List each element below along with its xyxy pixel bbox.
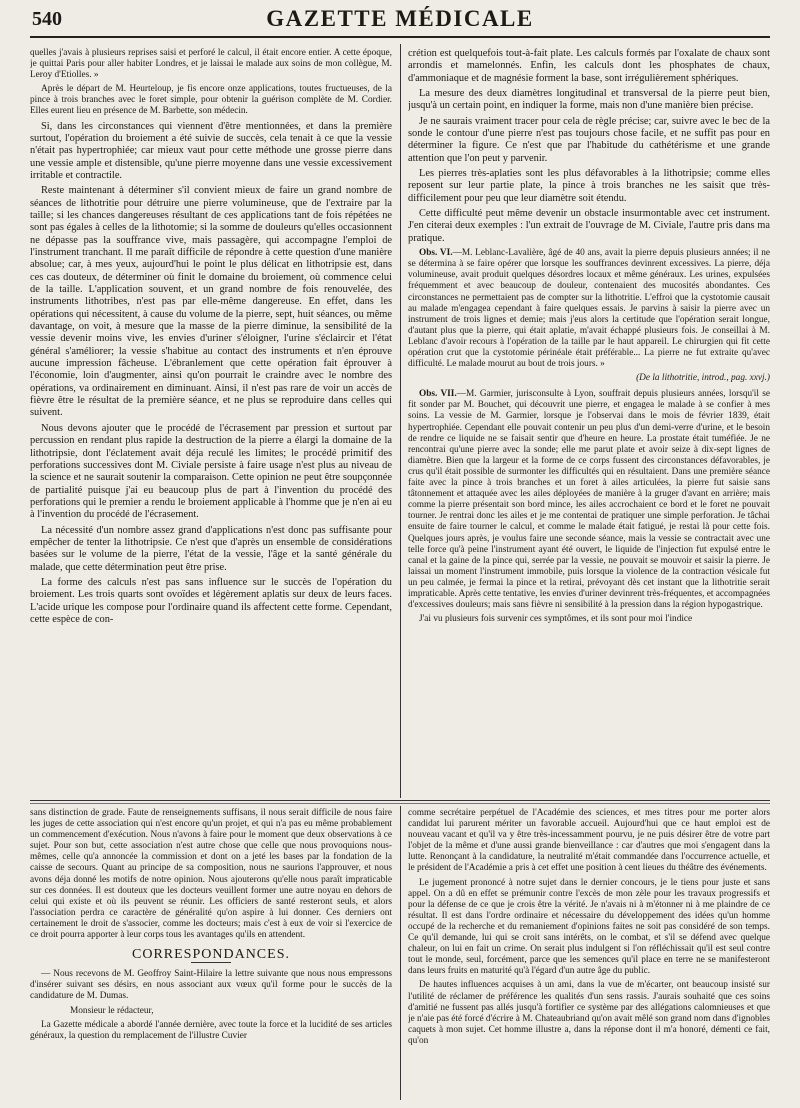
paragraph: La nécessité d'un nombre assez grand d'applications n'est donc pas suffisante pour empêcher de tenter la lithotripsie. Ce n'est que d'après un ensemble de considérations basées sur le volume de la pierre, l'état de la vessie, l'âge et la santé générale du malade, que cette détermination peut être prise. — [30, 524, 392, 573]
section-heading: CORRESPONDANCES. — [132, 947, 290, 963]
paragraph: Cette difficulté peut même devenir un obstacle insurmontable avec cet instrument. J'en citerai deux exemples : l'un extrait de l'ouvrage de M. Civiale, l'autre pris dans ma pratique. — [408, 208, 770, 244]
masthead-title: GAZETTE MÉDICALE — [266, 6, 534, 31]
paragraph: La forme des calculs n'est pas sans influence sur le succès de l'opération du broiement. Les trois quarts sont ovoïdes et légèrement aplatis sur deux de leurs faces. L'acide urique les compose pour l'ordinaire quand ils affectent cette forme. Cependant, cette espèce de con- — [30, 576, 392, 625]
paragraph: Après le départ de M. Heurteloup, je fis encore onze applications, toutes fructueuses, de la pince à trois branches avec le foret simple, pour obtenir la guérison complète de M. Cordier. Elles eurent lieu en présence de M. Barbette, son médecin. — [30, 84, 392, 117]
paragraph: crétion est quelquefois tout-à-fait plate. Les calculs formés par l'oxalate de chaux sont arrondis et mamelonnés. Enfin, les calculs dont les phosphates de chaux, d'ammoniaque et de magnésie forment la base, sont irrégulièrement sphériques. — [408, 48, 770, 84]
paragraph: — Nous recevons de M. Geoffroy Saint-Hilaire la lettre suivante que nous nous empressons d'insérer suivant ses désirs, en nous associant aux vœux qu'il forme pour le succès de la candidature de M. Dumas. — [30, 969, 392, 1002]
paragraph: Les pierres très-aplaties sont les plus défavorables à la lithotripsie; comme elles reposent sur leur partie plate, la pince à trois branches ne les saisit que très-difficilement pour peu que leur diamètre soit étendu. — [408, 168, 770, 204]
paragraph: Le jugement prononcé à notre sujet dans le dernier concours, je le tiens pour juste et sans appel. On a dû en effet se prémunir contre l'excès de mon zèle pour les travaux progressifs et pour la défense de ce que je crois être la vérité. Je n'avais ni à m'étonner ni à me plaindre de ce résultat. Il est dans l'ordre ordinaire et nécessaire du développement des idées qu'un homme occupé de la recherche et du remaniement d'opinions faites ne soit pas considéré de son temps. Ce qu'il demande, lui qui se croit sans intérêts, on le combat, et s'il se défend avec quelque chaleur, on lui en fait un crime. On serait plus indulgent si l'on réfléchissait qu'il est seul contre tout le monde, seul, forcément, parce que les semences qu'il place en terre ne se manifesteront dans leurs fruits en maturité qu'à l'égard d'un autre âge du public. — [408, 877, 770, 977]
observation-text: —M. Leblanc-Lavalière, âgé de 40 ans, avait la pierre depuis plusieurs années; il ne se détermina à se faire opérer que lorsque les souffrances devinrent excessives. La pierre, déja volumineuse, avait produit quelques désordres locaux et même généraux. Les urines, expulsées fréquemment et avec beaucoup de douleur, contenaient des mucosités abondantes. Ces circonstances ne permettaient pas de compter sur la lithotritie. L'effroi que la cystotomie causait au malade m'engagea cependant à faire quelques essais. Je parvins à saisir la pierre avec un instrument de trois lignes et demie; mais j'eus alors la certitude que l'opération serait longue, d'autant plus que la pierre, qui était aplatie, m'avait échappé plusieurs fois. Je conseillai à M. Leblanc d'avoir recours à l'opération de la taille par le haut appareil. Le chirurgien qui fit cette opération crut que la cystotomie périnéale était préférable... La pierre ne fut extraite qu'avec difficulté. Le malade mourut au bout de trois jours. » — [408, 248, 770, 370]
paragraph: La Gazette médicale a abordé l'année dernière, avec toute la force et la lucidité de ses articles généraux, la question du remplacement de l'illustre Cuvier — [30, 1019, 392, 1041]
paragraph: Si, dans les circonstances qui viennent d'être mentionnées, et dans la première surtout, l'opération du broiement a été suivie de succès, cela tenait à ce que la vessie n'était pas hypertrophiée; car mieux vaut pour cette méthode une grosse pierre dans une vessie ample et distensible, qu'une pierre moyenne dans une vessie excessivement irritable et contractile. — [30, 120, 392, 181]
paragraph: De hautes influences acquises à un ami, dans la vue de m'écarter, ont beaucoup insisté sur l'utilité de réclamer de préférence les qualités d'un sens rassis. J'aurais souhaité que ces soins d'amitié ne fussent pas allés jusqu'à fortifier ce système par des allégations calomnieuses et que je n'aie pas été forcé d'écrire à M. Chateaubriand qu'on avait mêlé son grand nom dans d'ignobles caquets à mon sujet. Cet homme illustre a, dans la réponse dont il m'a honoré, démenti ce fait, qu'on — [408, 980, 770, 1046]
observation-6 — [408, 248, 770, 370]
paragraph: Nous devons ajouter que le procédé de l'écrasement par pression et surtout par percussion en rendant plus rapide la destruction de la pierre a élargi la domaine de la lithotripsie, dont l'éclatement avait déja reculé les limites; le procédé primitif des perforations successives dont M. Civiale persiste à faire usage n'est plus au niveau de la science et ne saurait soutenir la comparaison. Cette opinion ne peut être soupçonnée de partialité puisque j'ai eu beaucoup plus de part à l'invention du procédé des perforations qui le premier a rendu le broiement applicable à l'homme que je n'en ai eu à l'invention du procédé de l'écrasement. — [30, 422, 392, 521]
column-divider — [400, 806, 401, 1100]
paragraph: Reste maintenant à déterminer s'il convient mieux de faire un grand nombre de séances de lithotritie pour détruire une pierre volumineuse, que de l'extraire par la taille; si les chances dangereuses résultant de ces applications tant de fois répétées ne sont pas égales à celles de la lithotomie; si la somme de douleurs qu'elles occasionnent ne dépasse pas la souffrance vive, mais passagère, qui accompagne l'emploi de l'instrument tranchant. Il me paraît difficile de répondre à cette question d'une manière absolue; car, à mes yeux, aujourd'hui le point le plus délicat en lithotripsie est, dans ces cas douteux, de déterminer où finit le domaine du broiement, où commence celui de la taille. L'application souvent, et un grand nombre de fois renouvelée, des instruments lithotribes, n'est pas par elle-même dangereuse. En effet, dans les opérations qui nécessitent, à cause du volume de la pierre, sept, huit séances, ou même davantage, on voit, à mesure que la masse de la pierre diminue, la sensibilité de la vessie devenir moins vive, les envies d'uriner s'éloigner, l'urine s'éclaircir et l'état général s'améliorer; la vessie s'habitue au contact des instruments et n'en éprouve aucune impression fâcheuse. L'ébranlement que cette opération fait éprouver à l'économie, loin d'augmenter, ainsi qu'on pourrait le craindre avec le nombre des opérations, va ordinairement en diminuant. Ainsi, il n'est pas rare de voir un accès de fièvre être le résultat de la première séance, et ne plus se reproduire dans celles qui suivent. — [30, 185, 392, 419]
letter-salutation: Monsieur le rédacteur, — [70, 1005, 154, 1016]
section-divider — [30, 800, 770, 801]
paragraph: J'ai vu plusieurs fois survenir ces symptômes, et ils sont pour moi l'indice — [419, 614, 693, 625]
paragraph: comme secrétaire perpétuel de l'Académie des sciences, et mes titres pour me porter alors candidat lui parurent mériter un favorable accueil. Aujourd'hui que ce haut emploi est de nouveau vacant et qu'il va y être très-incessamment pourvu, je ne puis désirer être de votre part l'objet de la même et d'une aussi grande bienveillance : car d'autres que moi s'engagent dans la lutte. Renonçant à la candidature, la neutralité m'était commandée dans l'occurrence actuelle, et le président de l'Académie a pris à cet effet une position à cent lieues du théâtre des événements. — [408, 808, 770, 874]
paragraph: sans distinction de grade. Faute de renseignements suffisans, il nous serait difficile de nous faire les juges de cette association qui n'est encore qu'un projet, et qui n'a pas eu même probablement un commencement d'exécution. Nous n'avons à faire pour le moment que deux observations à ce sujet. Pour son but, cette association n'est autre chose que celle que nous provoquions nous-mêmes, celle qu'a annoncée la commission et dont on a jeté les bases par la fondation de la caisse de secours. Quant au principe de sa composition, nous ne saurions l'approuver, et nous avons déja donné les motifs de notre opinion. Nous ajouterons qu'elle nous paraît impraticable sur ces données. Il est douteux que les docteurs veuillent former une autre noyau en dehors de celui qui existe et où ils peuvent se réunir. Les officiers de santé resteront seuls, et alors l'association perdra ce caractère de généralité qu'on aspire à lui donner. Ces derniers ont certainement le droit de s'associer, comme les docteurs; mais c'est à eux de voir si l'exercice de ce droit pourra apporter à leur corps tous les avantages qu'ils en attendent. — [30, 808, 392, 941]
paragraph: quelles j'avais à plusieurs reprises saisi et perforé le calcul, il était encore entier. A cette époque, je quittai Paris pour aller habiter Londres, et je laissai le malade aux soins de mon collègue, M. Leroy d'Etiolles. » — [30, 48, 392, 81]
section-divider-thin — [30, 803, 770, 804]
paragraph: Je ne saurais vraiment tracer pour cela de règle précise; car, suivre avec le bec de la sonde le contour d'une pierre n'est pas toujours chose facile, et ne suffit pas pour en déterminer la figure. Ce n'est que par l'habitude du cathétérisme et une grande attention que l'on peut y parvenir. — [408, 115, 770, 164]
observation-label: Obs. VII. — [419, 389, 457, 400]
observation-text: —M. Garmier, jurisconsulte à Lyon, souffrait depuis plusieurs années, lorsqu'il se fit sonder par M. Bouchet, qui découvrit une pierre, et engagea le malade à se confier à mes soins. La vessie de M. Garmier, lorsque je l'observai dans le mois de février 1839, était hypertrophiée. Cependant elle pouvait contenir un peu plus d'un demi-verre d'urine, et le besoin de rendre ce liquide ne se faisait sentir que d'heure en heure. La prostate était tuméfiée. Je ne rencontrai qu'une pierre avec la sonde; elle me parut plate et avoir seize à dix-sept lignes de diamètre. Bien que la largeur et la forme de ce corps fussent des circonstances défavorables, je crus qu'il était possible de surmonter les difficultés qui en résultaient. Dans une première séance faite avec la pince à trois branches et un foret à ailes articulées, la pierre fut saisie sans tâtonnement et attaquée avec les ailes déployées de manière à la gruger d'avant en arrière; mais comme la pierre présentait son bord mince, les ailes accrochaient ce bord et le foret ne pouvait tourner. Je rentrai donc les ailes et je me contentai de pratiquer une simple perforation. Je tâchai ensuite de faire tourner le calcul, et comme le malade était fatigué, je restai là pour cette fois. Quelques jours après, je voulus faire une seconde séance, mais la vessie se contractait avec une telle force qu'à peine l'instrument ayant été ouvert, le liquide de l'injection fut expulsé entre le canal et la gaine de la pince qui, serrée par la vessie, ne pouvait se mouvoir et saisir la pierre. Je laissai un moment l'instrument immobile, puis lorsque la violence de la contraction vésicale fut un peu calmée, je fermai la pince et la retirai, prévoyant dès cet instant que la lithotritie serait impraticable. Après cette tentative, les envies d'uriner devinrent très-fréquentes, et accompagnées d'excessives douleurs; mais sans fièvre ni sensibilité à la pression dans la région hypogastrique. — [408, 389, 770, 611]
paragraph: La mesure des deux diamètres longitudinal et transversal de la pierre peut bien, jusqu'à un certain point, en indiquer la forme, mais non d'une manière bien précise. — [408, 88, 770, 112]
column-divider — [400, 44, 401, 798]
page-header — [30, 6, 770, 38]
page-number: 540 — [32, 8, 62, 30]
bottom-right-column — [408, 808, 770, 1100]
citation: (De la lithotritie, introd., pag. xxvj.) — [636, 373, 770, 384]
heading-rule — [191, 962, 231, 963]
bottom-left-column — [30, 808, 392, 1100]
top-left-column — [30, 48, 392, 808]
top-right-column — [408, 48, 770, 798]
observation-7 — [408, 389, 770, 611]
observation-label: Obs. VI. — [419, 248, 453, 259]
